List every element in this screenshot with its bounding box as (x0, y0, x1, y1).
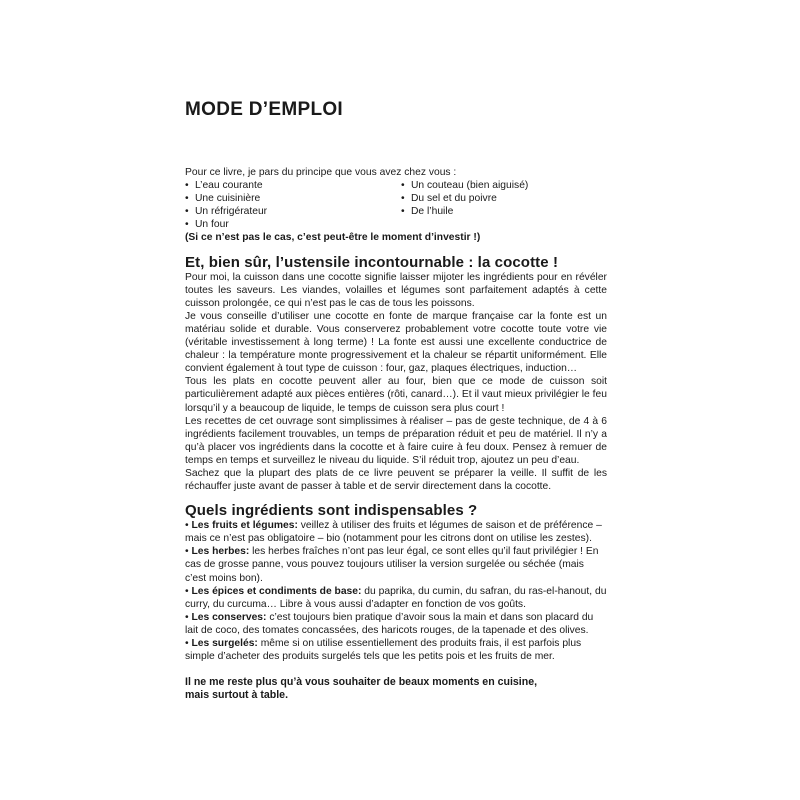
ingredient-text: les herbes fraîches n’ont pas leur égal, ce sont elles qu’il faut privilégier ! En cas de grosse panne, vous pouvez toujours utiliser la version surgelée ou séchée (mais c’est moins bon). (185, 546, 599, 584)
ingredient-text: même si on utilise essentiellement des produits frais, il est parfois plus simple d’acheter des produits surgelés tels que les petits pois et les fruits de mer. (185, 638, 582, 663)
list-item: • De l’huile (401, 205, 528, 218)
equipment-list-col2 (401, 179, 528, 231)
equipment-list (185, 179, 607, 231)
section-heading: Quels ingrédients sont indispensables ? (185, 502, 478, 520)
closing-line: Il ne me reste plus qu’à vous souhaiter de beaux moments en cuisine, (185, 676, 538, 689)
ingredient-label: Les herbes: (191, 546, 250, 558)
ingredient-item: • Les conserves: c’est toujours bien pratique d’avoir sous la main et dans son placard du lait de coco, des tomates concassées, des haricots rouges, de la tapenade et des olives. (185, 611, 594, 636)
cocotte-section (185, 254, 607, 494)
intro-section (185, 166, 607, 245)
list-item: • Un réfrigérateur (185, 205, 401, 218)
ingredient-text: c’est toujours bien pratique d’avoir sous la main et dans son placard du lait de coco, des tomates concassées, des haricots rouges, de la tapenade et des olives. (185, 611, 594, 636)
equipment-list-col1 (185, 179, 401, 231)
list-item: • L’eau courante (185, 179, 401, 192)
paragraph: Sachez que la plupart des plats de ce livre peuvent se préparer la veille. Il suffit de les réchauffer juste avant de passer à table et de servir directement dans la cocotte. (185, 467, 607, 493)
paragraph: Les recettes de cet ouvrage sont simplissimes à réaliser – pas de geste technique, de 4 à 6 ingrédients facilement trouvables, un temps de préparation réduit et peu de matériel. Il n’y a qu’à placer vos ingrédients dans la cocotte et à faire cuire à feu doux. Pensez à remuer de temps en temps et surveillez le niveau du liquide. S’il réduit trop, ajoutez un peu d’eau. (185, 415, 607, 466)
ingredient-label: Les épices et condiments de base: (191, 585, 362, 597)
list-item: • Un couteau (bien aiguisé) (401, 179, 528, 192)
ingredient-text: du paprika, du cumin, du safran, du ras-el-hanout, du curry, du curcuma… Libre à vous aussi d’adapter en fonction de vos goûts. (185, 585, 607, 610)
section-heading: Et, bien sûr, l’ustensile incontournable : la cocotte ! (185, 253, 559, 271)
ingredient-label: Les fruits et légumes: (191, 520, 298, 532)
list-item: • Du sel et du poivre (401, 192, 528, 205)
paragraph: Pour moi, la cuisson dans une cocotte signifie laisser mijoter les ingrédients pour en révéler toutes les saveurs. Les viandes, volailles et légumes sont parfaitement adaptés à cette cuisson prolongée, ce qui n’est pas le cas de tous les poissons. (185, 271, 607, 309)
page-title: MODE D’EMPLOI (185, 99, 344, 120)
ingredient-text: veillez à utiliser des fruits et légumes de saison et de préférence – mais ce n’est pas obligatoire – bio (notamment pour les citrons dont on utilise les zestes). (185, 520, 602, 545)
closing-line: mais surtout à table. (185, 689, 289, 702)
ingredient-item: • Les épices et condiments de base: du paprika, du cumin, du safran, du ras-el-hanout, du curry, du curcuma… Libre à vous aussi d’adapter en fonction de vos goûts. (185, 585, 607, 610)
intro-note: (Si ce n’est pas le cas, c’est peut-être le moment d’investir !) (185, 232, 481, 244)
ingredient-item: • Les herbes: les herbes fraîches n’ont pas leur égal, ce sont elles qu’il faut privilégier ! En cas de grosse panne, vous pouvez toujours utiliser la version surgelée ou séchée (mais c’est moins bon). (185, 546, 599, 584)
ingredient-label: Les surgelés: (191, 638, 258, 649)
closing-message (185, 676, 607, 702)
list-item: • Une cuisinière (185, 192, 401, 205)
ingredients-section (185, 502, 607, 663)
ingredient-item: • Les fruits et légumes: veillez à utiliser des fruits et légumes de saison et de préférence – mais ce n’est pas obligatoire – bio (notamment pour les citrons dont on utilise les zestes). (185, 520, 602, 545)
list-item: • Un four (185, 218, 401, 231)
intro-lead: Pour ce livre, je pars du principe que vous avez chez vous : (185, 167, 457, 178)
ingredient-item: • Les surgelés: même si on utilise essentiellement des produits frais, il est parfois plus simple d’acheter des produits surgelés tels que les petits pois et les fruits de mer. (185, 638, 582, 663)
paragraph: Tous les plats en cocotte peuvent aller au four, bien que ce mode de cuisson soit particulièrement adapté aux pièces entières (rôti, canard…). Et il vaut mieux privilégier le feu lorsqu’il y a beaucoup de liquide, le temps de cuisson sera plus court ! (185, 376, 607, 414)
ingredient-label: Les conserves: (191, 611, 267, 623)
paragraph: Je vous conseille d’utiliser une cocotte en fonte de marque française car la fonte est un matériau solide et durable. Vous conserverez probablement votre cocotte toute votre vie (véritable investissement à long terme) ! La fonte est aussi une excellente conductrice de chaleur : la température monte progressivement et la chaleur se répartit uniformément. Elle convient également à tout type de cuisson : four, gaz, plaques électriques, induction… (185, 310, 607, 375)
page-content (185, 98, 607, 702)
